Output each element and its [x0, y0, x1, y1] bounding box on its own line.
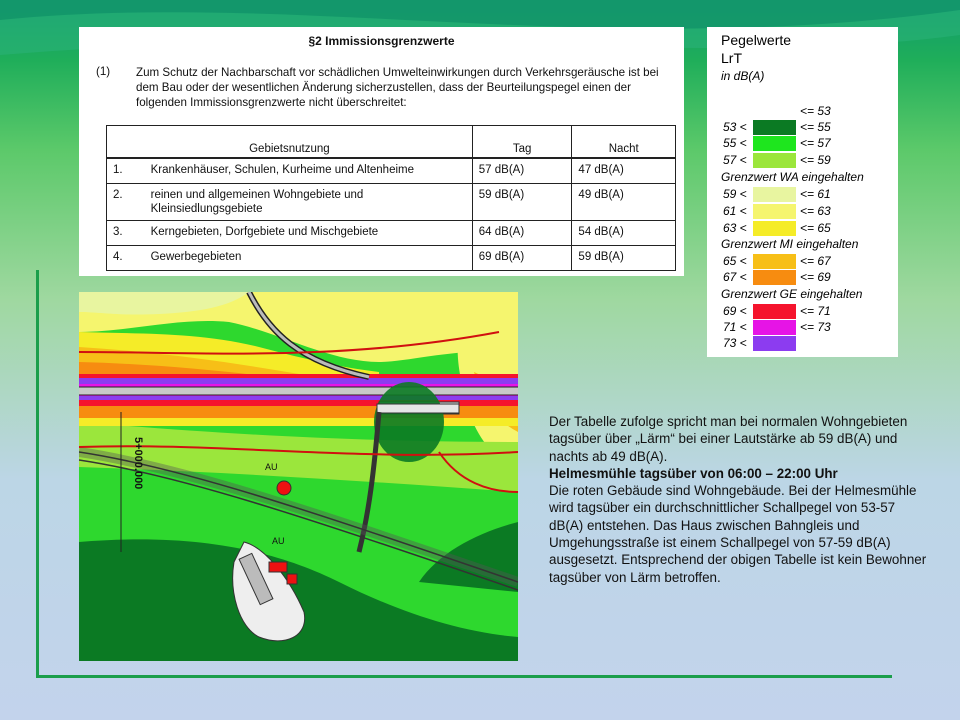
legend-row — [721, 153, 891, 168]
legend-low: 73 < — [723, 336, 747, 350]
legend-row — [721, 204, 891, 219]
legend-swatch — [753, 204, 796, 219]
legend-low: 69 < — [723, 304, 747, 318]
noise-legend — [707, 27, 898, 357]
description-paragraph-2: Die roten Gebäude sind Wohngebäude. Bei der Helmesmühle wird tagsüber ein durchschnittlicher Schallpegel von 53-57 dB(A) entstehen. Das Haus zwischen Bahngleis und Umgehungsstraße ist einem Schallpegel von 57-59 dB(A) ausgesetzt. Entsprechend der obigen Tabelle ist kein Bewohner tagsüber von Lärm betroffen. — [549, 483, 927, 585]
station-label: 5+000.000 — [132, 437, 144, 490]
legend-swatch — [753, 254, 796, 269]
row-number: 4. — [107, 246, 145, 271]
legend-low: 61 < — [723, 204, 747, 218]
noise-map-graphic — [79, 292, 518, 661]
legend-low: 55 < — [723, 136, 747, 150]
row-tag: 64 dB(A) — [472, 221, 572, 246]
header-nacht: Nacht — [572, 126, 676, 159]
law-excerpt — [79, 27, 684, 276]
row-number: 3. — [107, 221, 145, 246]
row-tag: 69 dB(A) — [472, 246, 572, 271]
header-gebietsnutzung: Gebietsnutzung — [107, 126, 473, 159]
legend-note-wa: Grenzwert WA eingehalten — [721, 170, 864, 184]
row-nacht: 59 dB(A) — [572, 246, 676, 271]
header-tag: Tag — [472, 126, 572, 159]
row-use: reinen und allgemeinen Wohngebiete und Kleinsiedlungsgebiete — [145, 184, 473, 221]
noise-map — [79, 292, 518, 661]
description-text — [549, 413, 929, 586]
au-label-1: AU — [265, 462, 278, 472]
legend-high: <= 55 — [800, 120, 831, 134]
row-nacht: 49 dB(A) — [572, 184, 676, 221]
legend-low: 71 < — [723, 320, 747, 334]
legend-swatch — [753, 136, 796, 151]
legend-high: <= 65 — [800, 221, 831, 235]
legend-note-ge: Grenzwert GE eingehalten — [721, 287, 863, 301]
legend-row — [721, 104, 891, 119]
table-header-row — [107, 126, 676, 159]
legend-low: 65 < — [723, 254, 747, 268]
legend-low: 53 < — [723, 120, 747, 134]
row-number: 1. — [107, 158, 145, 184]
table-row — [107, 158, 676, 184]
legend-row — [721, 221, 891, 236]
row-use: Gewerbegebieten — [145, 246, 473, 271]
legend-unit: in dB(A) — [721, 69, 765, 83]
table-row — [107, 221, 676, 246]
row-number: 2. — [107, 184, 145, 221]
row-use: Krankenhäuser, Schulen, Kurheime und Altenheime — [145, 158, 473, 184]
legend-row — [721, 270, 891, 285]
legend-subtitle: LrT — [721, 50, 742, 66]
legend-low: 57 < — [723, 153, 747, 167]
legend-swatch — [753, 320, 796, 335]
legend-row — [721, 254, 891, 269]
row-tag: 57 dB(A) — [472, 158, 572, 184]
legend-swatch — [753, 336, 796, 351]
row-tag: 59 dB(A) — [472, 184, 572, 221]
legend-low: 63 < — [723, 221, 747, 235]
frame-line-horizontal — [36, 675, 892, 678]
legend-high: <= 63 — [800, 204, 831, 218]
legend-row — [721, 336, 891, 351]
limits-table — [106, 125, 676, 271]
legend-high: <= 73 — [800, 320, 831, 334]
row-nacht: 54 dB(A) — [572, 221, 676, 246]
legend-swatch — [753, 221, 796, 236]
row-use: Kerngebieten, Dorfgebiete und Mischgebiete — [145, 221, 473, 246]
legend-high: <= 71 — [800, 304, 831, 318]
law-title: §2 Immissionsgrenzwerte — [308, 34, 455, 48]
legend-high: <= 69 — [800, 270, 831, 284]
legend-row — [721, 120, 891, 135]
legend-row — [721, 136, 891, 151]
legend-high: <= 67 — [800, 254, 831, 268]
description-heading: Helmesmühle tagsüber von 06:00 – 22:00 Uhr — [549, 465, 838, 481]
au-label-2: AU — [272, 536, 285, 546]
paragraph-text: Zum Schutz der Nachbarschaft vor schädlichen Umwelteinwirkungen durch Verkehrsgeräusche ist bei dem Bau oder der wesentlichen Änderung sicherzustellen, dass der Beurteilungspegel einen der folgenden Immissionsgrenzwerte nicht überschreitet: — [136, 66, 659, 109]
legend-swatch — [753, 120, 796, 135]
legend-row — [721, 320, 891, 335]
legend-high: <= 59 — [800, 153, 831, 167]
legend-swatch — [753, 270, 796, 285]
legend-swatch — [753, 187, 796, 202]
legend-swatch — [753, 153, 796, 168]
legend-swatch — [753, 104, 796, 119]
table-row — [107, 184, 676, 221]
legend-low: 67 < — [723, 270, 747, 284]
legend-swatch — [753, 304, 796, 319]
legend-low: 59 < — [723, 187, 747, 201]
legend-high: <= 57 — [800, 136, 831, 150]
frame-line-vertical — [36, 270, 39, 678]
legend-row — [721, 304, 891, 319]
legend-note-mi: Grenzwert MI eingehalten — [721, 237, 859, 251]
paragraph-number: (1) — [96, 65, 111, 78]
table-row — [107, 246, 676, 271]
row-nacht: 47 dB(A) — [572, 158, 676, 184]
legend-title: Pegelwerte — [721, 32, 792, 48]
legend-high: <= 53 — [800, 104, 831, 118]
legend-high: <= 61 — [800, 187, 831, 201]
legend-row — [721, 187, 891, 202]
description-paragraph-1: Der Tabelle zufolge spricht man bei normalen Wohngebieten tagsüber über „Lärm“ bei einer Lautstärke ab 59 dB(A) und nachts ab 49 dB(A). — [549, 414, 908, 464]
